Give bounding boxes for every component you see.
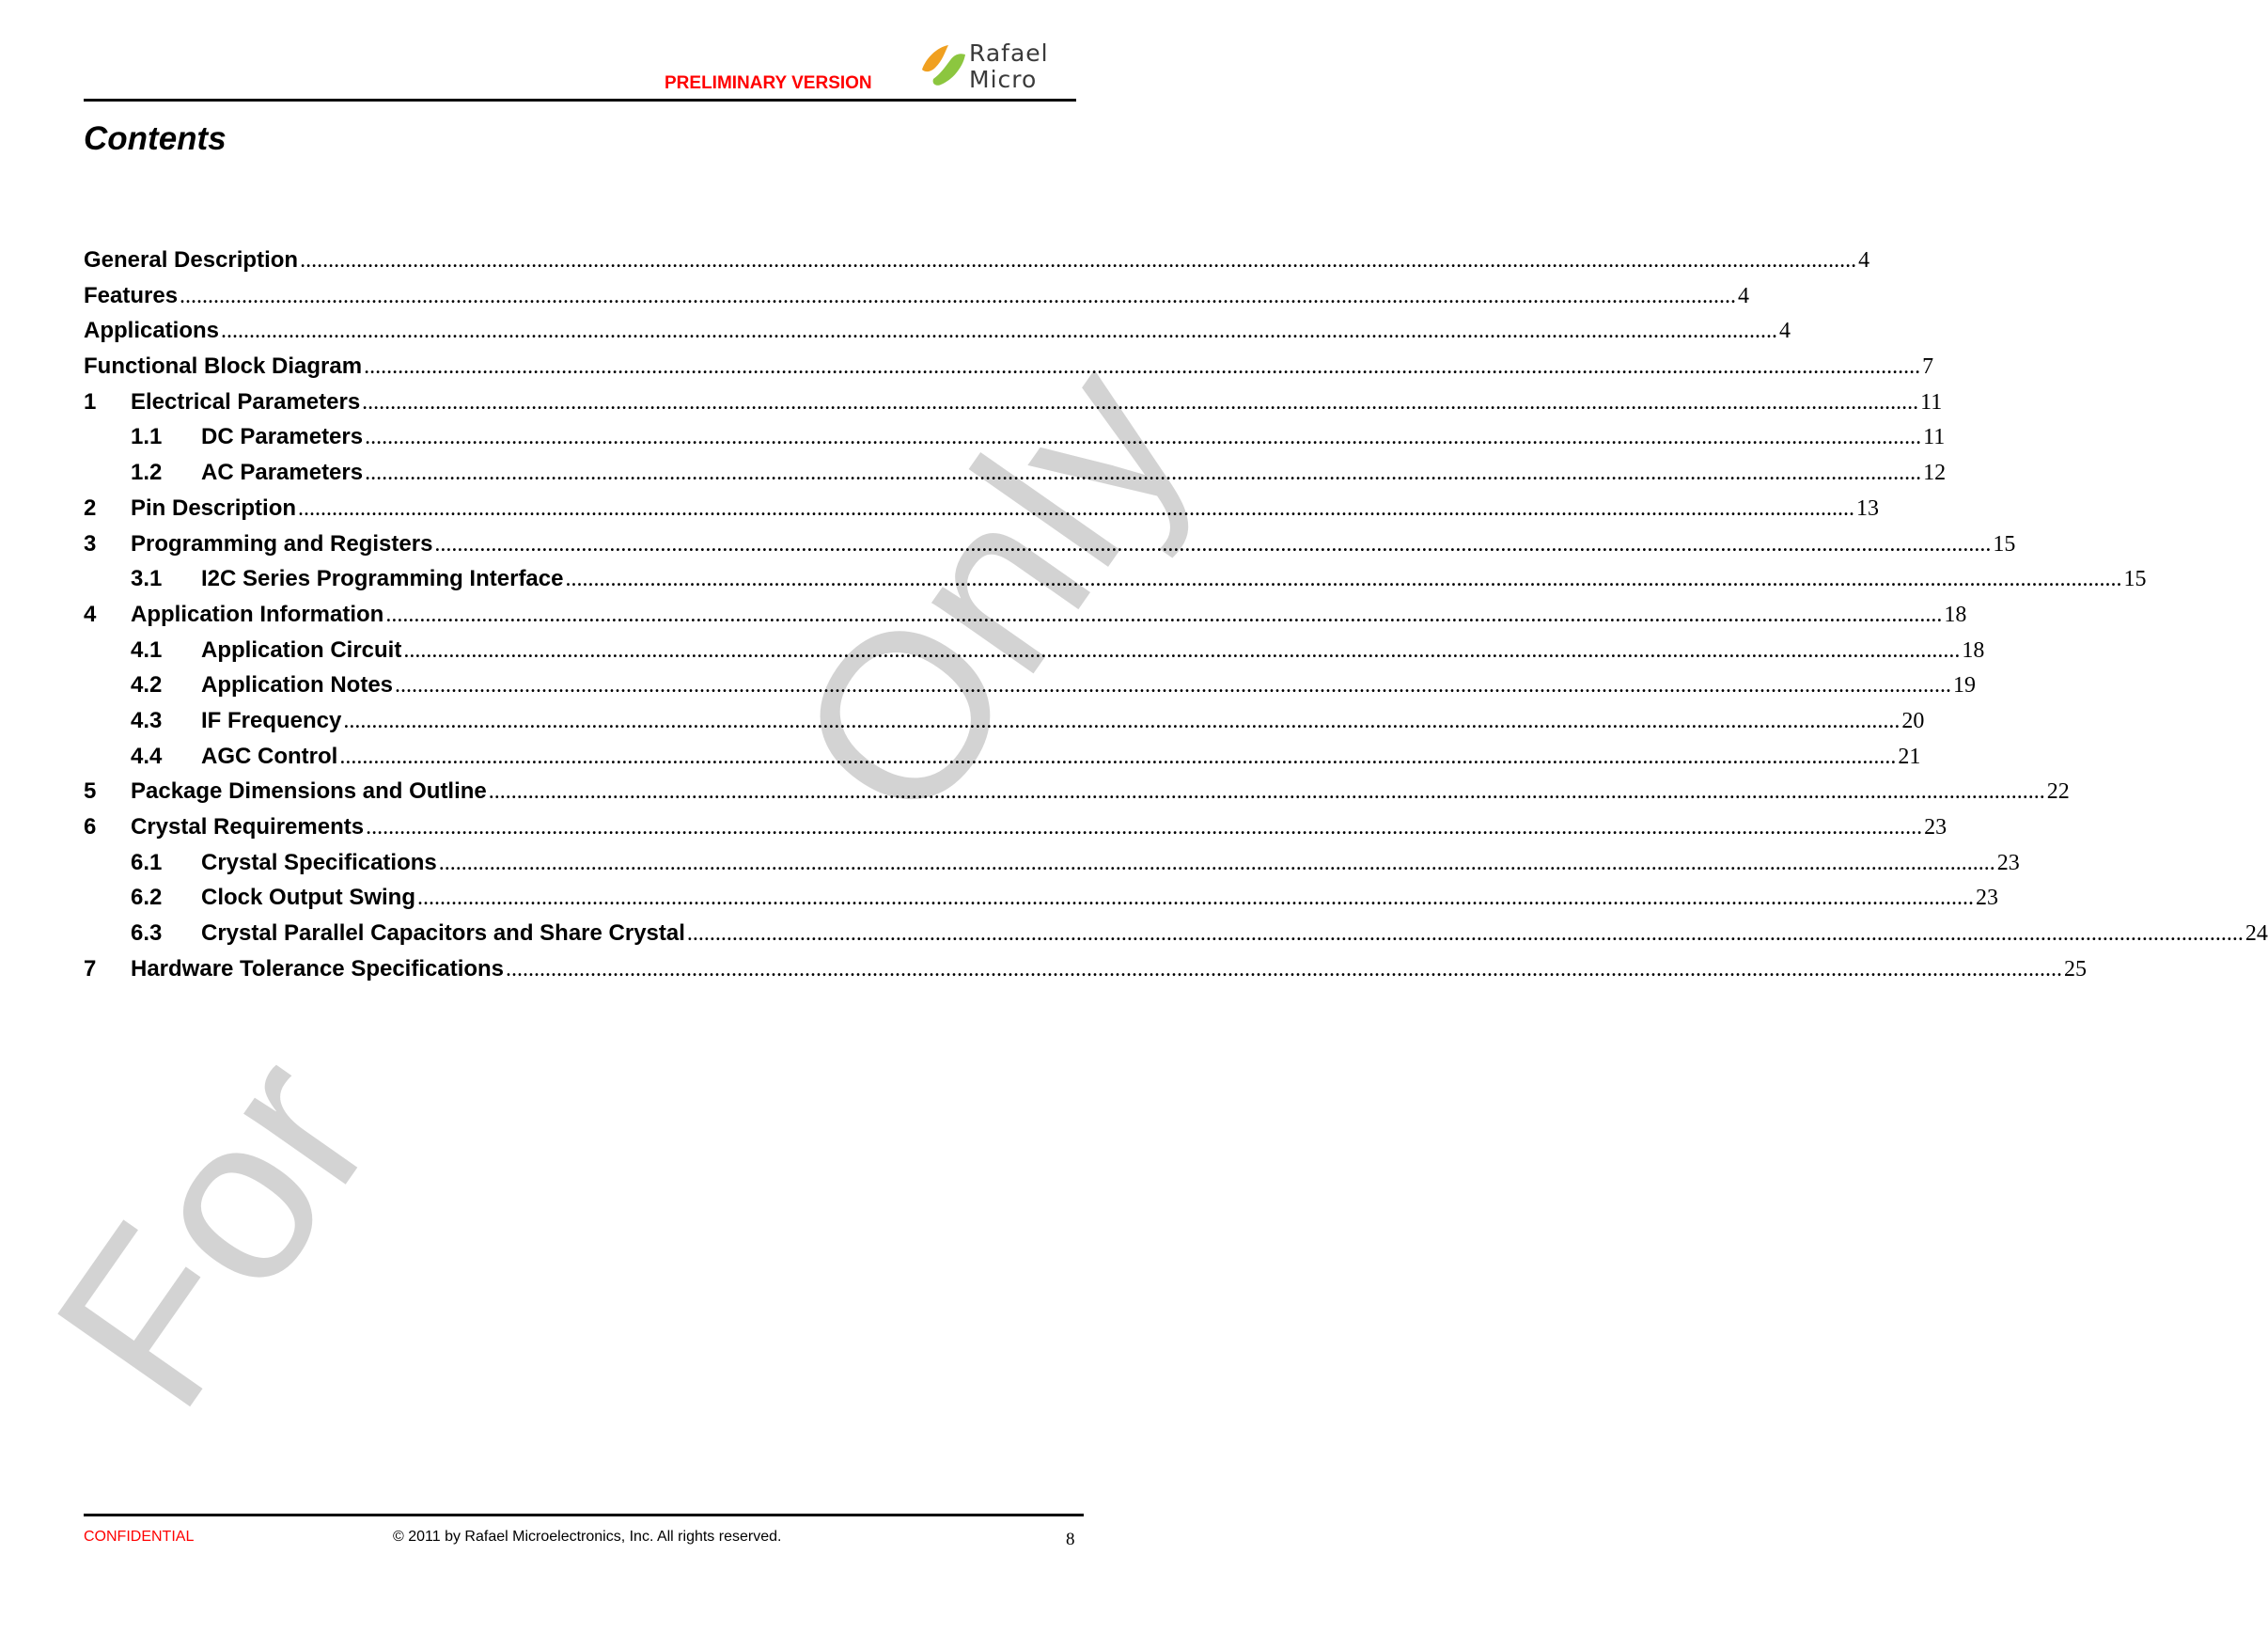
toc-entry-page: 4 — [1858, 248, 1870, 273]
toc-entry-title: AC Parameters — [201, 460, 364, 486]
toc-entry-page: 23 — [1996, 850, 2020, 875]
toc-entry-page: 12 — [1923, 461, 1947, 486]
toc-entry-number: 6 — [84, 814, 97, 840]
toc-entry-title: IF Frequency — [201, 707, 342, 733]
toc-entry-title: Hardware Tolerance Specifications — [131, 955, 505, 982]
toc-dot-leader — [439, 851, 1995, 876]
toc-dot-leader — [417, 886, 1974, 911]
toc-entry-number: 4.1 — [131, 636, 163, 663]
toc-entry-number: 4.3 — [131, 707, 163, 733]
toc-entry-title: Crystal Requirements — [131, 814, 365, 840]
toc-entry-page: 11 — [1920, 389, 1943, 415]
toc-entry[interactable] — [84, 388, 1943, 425]
toc-dot-leader — [365, 461, 1921, 486]
footer-divider — [84, 1514, 1084, 1516]
toc-entry[interactable] — [84, 318, 1791, 353]
toc-entry-title: DC Parameters — [201, 424, 364, 450]
toc-dot-leader — [365, 425, 1921, 450]
toc-dot-leader — [339, 745, 1896, 770]
toc-entry-number: 3 — [84, 530, 97, 557]
toc-entry-title: Application Notes — [201, 672, 394, 699]
toc-dot-leader — [403, 638, 1960, 664]
toc-entry[interactable] — [84, 282, 1750, 319]
toc-entry-title: Crystal Parallel Capacitors and Share Crystal — [201, 920, 685, 947]
toc-entry-title: General Description — [84, 247, 299, 273]
toc-entry-title: Clock Output Swing — [201, 885, 415, 911]
toc-entry[interactable] — [84, 672, 1977, 708]
toc-entry[interactable] — [84, 955, 2088, 992]
toc-dot-leader — [434, 532, 1991, 558]
toc-entry-title: Features — [84, 282, 179, 308]
toc-entry-title: Application Circuit — [201, 636, 402, 663]
toc-entry[interactable] — [84, 743, 1921, 779]
toc-entry-page: 4 — [1779, 319, 1791, 344]
toc-dot-leader — [300, 248, 1856, 274]
toc-entry-page: 4 — [1738, 283, 1750, 308]
toc-entry[interactable] — [84, 707, 1925, 744]
toc-entry-page: 15 — [1993, 531, 2016, 557]
watermark-for: For — [5, 1012, 422, 1452]
toc-dot-leader — [221, 319, 1777, 344]
toc-dot-leader — [366, 815, 1922, 840]
toc-entry-number: 3.1 — [131, 566, 163, 592]
toc-entry-title: Programming and Registers — [131, 530, 433, 557]
toc-entry[interactable] — [84, 530, 2016, 567]
toc-entry[interactable] — [84, 814, 1947, 850]
toc-entry[interactable] — [84, 424, 1946, 460]
logo-text-micro: Micro — [969, 66, 1038, 93]
toc-entry-page: 25 — [2064, 956, 2088, 982]
toc-entry-number: 1.2 — [131, 460, 163, 486]
toc-entry-title: Electrical Parameters — [131, 388, 361, 415]
toc-dot-leader — [343, 709, 1900, 734]
toc-entry-title: AGC Control — [201, 743, 338, 769]
logo-text-rafael: Rafael — [969, 39, 1049, 67]
toc-entry-page: 24 — [2245, 921, 2268, 947]
toc-entry-page: 18 — [1944, 602, 1967, 627]
toc-entry[interactable] — [84, 353, 1934, 389]
toc-entry[interactable] — [84, 920, 2268, 956]
toc-entry[interactable] — [84, 601, 1967, 637]
toc-dot-leader — [180, 284, 1736, 309]
toc-entry-number: 4.4 — [131, 743, 163, 769]
toc-entry-page: 21 — [1898, 744, 1921, 769]
toc-entry[interactable] — [84, 778, 2070, 814]
toc-entry-title: Pin Description — [131, 495, 297, 521]
toc-entry[interactable] — [84, 849, 2020, 886]
page-title: Contents — [84, 120, 227, 157]
toc-entry[interactable] — [84, 566, 2147, 602]
header-divider — [84, 99, 1076, 102]
toc-entry[interactable] — [84, 885, 1998, 920]
toc-entry[interactable] — [84, 247, 1870, 283]
toc-entry-number: 1 — [84, 388, 97, 415]
toc-entry-number: 6.1 — [131, 849, 163, 875]
preliminary-version-label: PRELIMINARY VERSION — [665, 73, 872, 93]
toc-entry-title: Applications — [84, 318, 220, 344]
toc-entry[interactable] — [84, 460, 1947, 495]
toc-entry-title: Crystal Specifications — [201, 849, 437, 875]
toc-entry-page: 20 — [1901, 708, 1925, 733]
rafael-micro-logo-icon — [916, 41, 973, 94]
toc-dot-leader — [565, 567, 2121, 592]
toc-entry-number: 4.2 — [131, 672, 163, 699]
toc-entry-page: 11 — [1923, 425, 1946, 450]
table-of-contents — [84, 247, 2268, 991]
toc-entry-number: 6.3 — [131, 920, 163, 947]
toc-dot-leader — [362, 390, 1918, 416]
toc-entry-number: 6.2 — [131, 885, 163, 911]
toc-entry-title: Application Information — [131, 601, 384, 627]
toc-entry-number: 5 — [84, 778, 97, 805]
toc-entry-page: 7 — [1922, 354, 1934, 380]
toc-dot-leader — [364, 354, 1920, 380]
toc-entry[interactable] — [84, 636, 1985, 673]
toc-entry-page: 19 — [1953, 673, 1977, 699]
watermark-only: Only — [744, 319, 1238, 866]
toc-entry-page: 23 — [1924, 815, 1947, 840]
toc-dot-leader — [385, 603, 1942, 628]
toc-entry-title: I2C Series Programming Interface — [201, 566, 564, 592]
toc-entry-number: 7 — [84, 955, 97, 982]
footer-page-number: 8 — [1066, 1530, 1075, 1549]
toc-dot-leader — [395, 673, 1951, 699]
toc-entry-page: 13 — [1856, 495, 1880, 521]
toc-dot-leader — [687, 921, 2244, 947]
toc-entry-page: 22 — [2046, 779, 2070, 805]
toc-entry-number: 4 — [84, 601, 97, 627]
footer-confidential-label: CONFIDENTIAL — [84, 1529, 195, 1545]
toc-dot-leader — [489, 779, 2045, 805]
toc-dot-leader — [506, 957, 2062, 982]
toc-entry[interactable] — [84, 495, 1880, 531]
toc-entry-page: 23 — [1976, 886, 1998, 911]
toc-entry-number: 1.1 — [131, 424, 163, 450]
toc-dot-leader — [298, 496, 1854, 522]
toc-entry-title: Package Dimensions and Outline — [131, 778, 487, 805]
footer-copyright: © 2011 by Rafael Microelectronics, Inc. All rights reserved. — [393, 1529, 782, 1545]
toc-entry-title: Functional Block Diagram — [84, 353, 363, 380]
toc-entry-page: 18 — [1962, 637, 1985, 663]
toc-entry-page: 15 — [2123, 567, 2147, 592]
company-logo — [916, 39, 1057, 96]
toc-entry-number: 2 — [84, 495, 97, 521]
